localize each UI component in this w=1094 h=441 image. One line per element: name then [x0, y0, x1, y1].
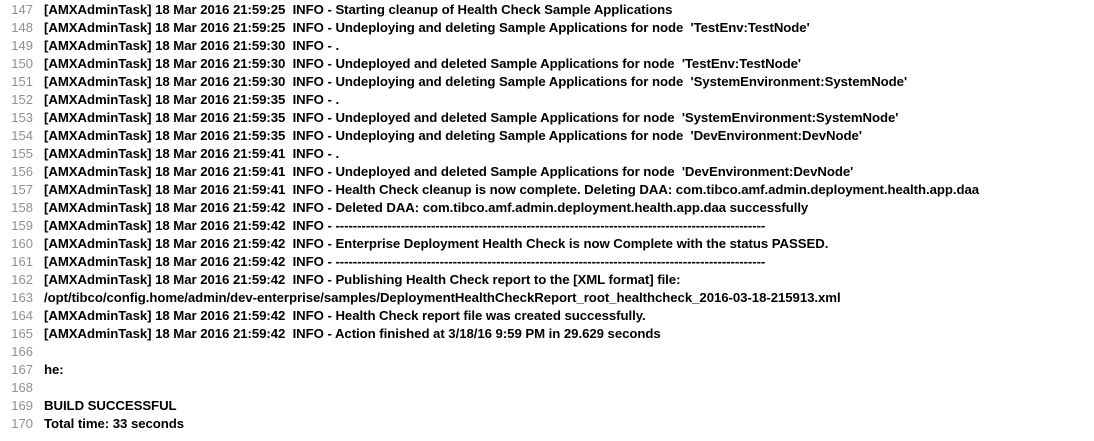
line-number: 149 — [11, 38, 33, 53]
log-line — [0, 1, 1094, 19]
log-text: [AMXAdminTask] 18 Mar 2016 21:59:41 INFO - Health Check cleanup is now complete. Deleting DAA: com.tibco.amf.admin.deployment.health.app.daa — [44, 182, 980, 197]
line-number: 166 — [11, 344, 33, 359]
line-number: 160 — [11, 236, 33, 251]
log-line — [0, 199, 1094, 217]
line-number: 161 — [11, 254, 33, 269]
log-line — [0, 325, 1094, 343]
log-text: [AMXAdminTask] 18 Mar 2016 21:59:30 INFO - Undeployed and deleted Sample Applications for node 'TestEnv:TestNode' — [44, 56, 802, 71]
log-text: Total time: 33 seconds — [44, 416, 185, 431]
log-text: [AMXAdminTask] 18 Mar 2016 21:59:42 INFO - Deleted DAA: com.tibco.amf.admin.deployment.health.app.daa successfully — [44, 200, 809, 215]
log-text: he: — [44, 362, 64, 377]
log-line — [0, 235, 1094, 253]
log-text: BUILD SUCCESSFUL — [44, 398, 177, 413]
log-text: /opt/tibco/config.home/admin/dev-enterprise/samples/DeploymentHealthCheckReport_root_healthcheck_2016-03-18-215913.xml — [44, 290, 841, 305]
line-number: 170 — [11, 416, 33, 431]
log-text: [AMXAdminTask] 18 Mar 2016 21:59:42 INFO - Publishing Health Check report to the [XML format] file: — [44, 272, 681, 287]
log-line — [0, 127, 1094, 145]
log-line — [0, 55, 1094, 73]
log-line — [0, 271, 1094, 289]
log-line — [0, 163, 1094, 181]
line-number: 157 — [11, 182, 33, 197]
log-text: [AMXAdminTask] 18 Mar 2016 21:59:42 INFO - --------------------------------------------------------------------------------------------------- — [44, 254, 766, 269]
line-number: 163 — [11, 290, 33, 305]
log-line — [0, 415, 1094, 433]
line-number: 158 — [11, 200, 33, 215]
line-number: 162 — [11, 272, 33, 287]
log-line — [0, 361, 1094, 379]
line-number: 148 — [11, 20, 33, 35]
line-number: 155 — [11, 146, 33, 161]
log-text: [AMXAdminTask] 18 Mar 2016 21:59:42 INFO - Health Check report file was created successfully. — [44, 308, 646, 323]
log-line — [0, 181, 1094, 199]
log-line — [0, 343, 1094, 361]
line-number: 150 — [11, 56, 33, 71]
log-text: [AMXAdminTask] 18 Mar 2016 21:59:25 INFO - Starting cleanup of Health Check Sample Applications — [44, 2, 673, 17]
line-number: 151 — [11, 74, 33, 89]
log-line — [0, 91, 1094, 109]
line-number: 153 — [11, 110, 33, 125]
log-text: [AMXAdminTask] 18 Mar 2016 21:59:42 INFO - --------------------------------------------------------------------------------------------------- — [44, 218, 766, 233]
log-text: [AMXAdminTask] 18 Mar 2016 21:59:25 INFO - Undeploying and deleting Sample Applications for node 'TestEnv:TestNode' — [44, 20, 810, 35]
log-text: [AMXAdminTask] 18 Mar 2016 21:59:42 INFO - Enterprise Deployment Health Check is now Complete with the status PASSED. — [44, 236, 829, 251]
line-number: 164 — [11, 308, 33, 323]
line-number: 167 — [11, 362, 33, 377]
log-text: [AMXAdminTask] 18 Mar 2016 21:59:30 INFO - Undeploying and deleting Sample Applications for node 'SystemEnvironment:SystemNode' — [44, 74, 908, 89]
log-text: [AMXAdminTask] 18 Mar 2016 21:59:35 INFO - Undeployed and deleted Sample Applications for node 'SystemEnvironment:SystemNode' — [44, 110, 899, 125]
line-number: 152 — [11, 92, 33, 107]
line-number: 165 — [11, 326, 33, 341]
log-line — [0, 289, 1094, 307]
log-line — [0, 145, 1094, 163]
log-text: [AMXAdminTask] 18 Mar 2016 21:59:35 INFO - . — [44, 92, 340, 107]
log-text: [AMXAdminTask] 18 Mar 2016 21:59:41 INFO - . — [44, 146, 340, 161]
log-text: [AMXAdminTask] 18 Mar 2016 21:59:41 INFO - Undeployed and deleted Sample Applications for node 'DevEnvironment:DevNode' — [44, 164, 854, 179]
log-text: [AMXAdminTask] 18 Mar 2016 21:59:42 INFO - Action finished at 3/18/16 9:59 PM in 29.629 seconds — [44, 326, 661, 341]
log-line — [0, 397, 1094, 415]
log-line — [0, 307, 1094, 325]
log-line — [0, 379, 1094, 397]
line-number: 168 — [11, 380, 33, 395]
log-line — [0, 253, 1094, 271]
line-number: 159 — [11, 218, 33, 233]
log-text: [AMXAdminTask] 18 Mar 2016 21:59:35 INFO - Undeploying and deleting Sample Applications for node 'DevEnvironment:DevNode' — [44, 128, 862, 143]
log-line — [0, 73, 1094, 91]
log-line — [0, 109, 1094, 127]
line-number: 169 — [11, 398, 33, 413]
log-text: [AMXAdminTask] 18 Mar 2016 21:59:30 INFO - . — [44, 38, 340, 53]
log-line — [0, 19, 1094, 37]
line-number: 156 — [11, 164, 33, 179]
line-number: 154 — [11, 128, 33, 143]
log-line — [0, 37, 1094, 55]
line-number: 147 — [11, 2, 33, 17]
log-line — [0, 217, 1094, 235]
